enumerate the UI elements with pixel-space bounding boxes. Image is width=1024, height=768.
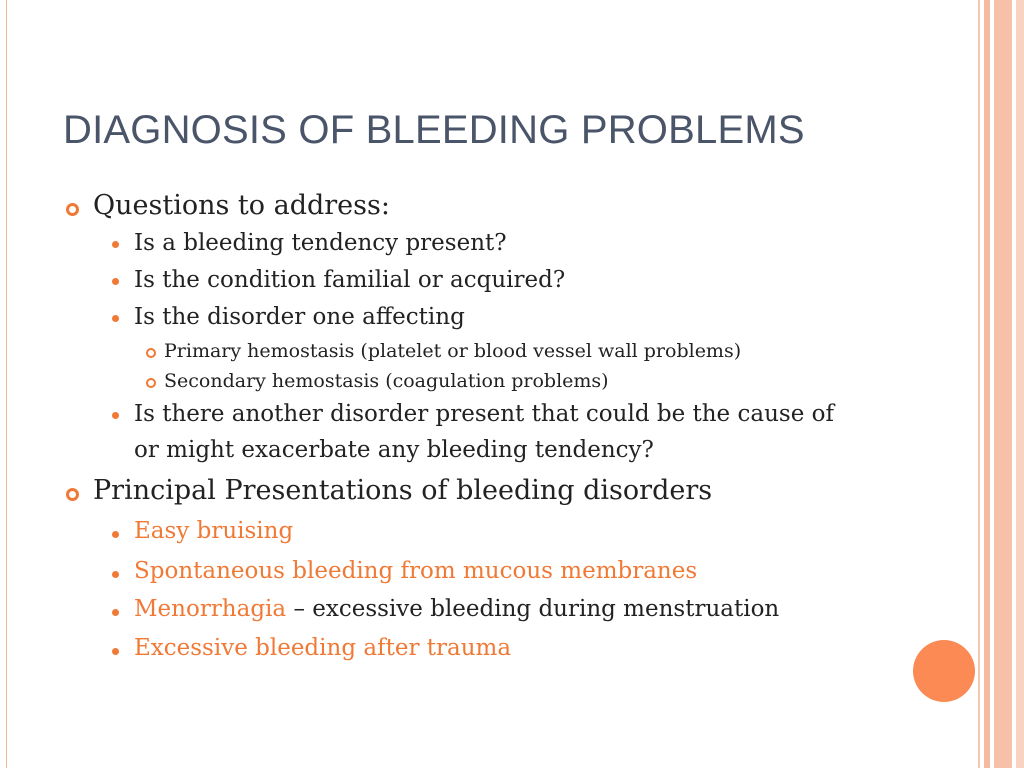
list-item: Is there another disorder present that could be the cause of xyxy=(134,401,834,427)
section-heading-presentations: Principal Presentations of bleeding disorders xyxy=(93,475,713,506)
dot-bullet-icon xyxy=(112,315,119,322)
dot-bullet-icon xyxy=(112,241,119,248)
list-item-highlight: Easy bruising xyxy=(134,518,294,544)
ring-bullet-icon xyxy=(66,203,79,216)
section-heading-questions: Questions to address: xyxy=(93,190,390,221)
list-item-continuation: or might exacerbate any bleeding tendency? xyxy=(134,437,654,463)
dot-bullet-icon xyxy=(112,412,119,419)
list-item-highlight: Spontaneous bleeding from mucous membranes xyxy=(134,558,698,584)
dot-bullet-icon xyxy=(112,571,119,578)
sub-list-item: Secondary hemostasis (coagulation problems) xyxy=(164,370,609,392)
dot-bullet-icon xyxy=(112,648,119,655)
dot-bullet-icon xyxy=(112,609,119,616)
list-item: Is the condition familial or acquired? xyxy=(134,267,566,293)
ring-bullet-icon xyxy=(146,378,156,388)
ring-bullet-icon xyxy=(66,488,79,501)
dot-bullet-icon xyxy=(112,278,119,285)
menorrhagia-term: Menorrhagia xyxy=(134,596,287,622)
sub-list-item: Primary hemostasis (platelet or blood vessel wall problems) xyxy=(164,340,742,362)
dot-bullet-icon xyxy=(112,531,119,538)
list-item: Is a bleeding tendency present? xyxy=(134,230,507,256)
list-item-menorrhagia xyxy=(134,596,779,622)
slide-title: DIAGNOSIS OF BLEEDING PROBLEMS xyxy=(63,108,805,152)
ring-bullet-icon xyxy=(146,348,156,358)
menorrhagia-definition: – excessive bleeding during menstruation xyxy=(286,596,780,622)
list-item: Is the disorder one affecting xyxy=(134,304,465,330)
list-item-highlight: Excessive bleeding after trauma xyxy=(134,635,512,661)
